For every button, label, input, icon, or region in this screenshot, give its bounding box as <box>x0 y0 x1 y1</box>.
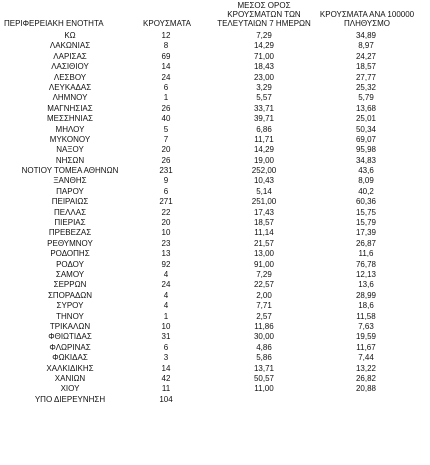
cell-avg7: 11,00 <box>254 384 274 394</box>
cell-avg7: 22,57 <box>253 280 275 290</box>
cell-per100k: 11,67 <box>356 342 376 352</box>
table-row <box>0 83 430 93</box>
cell-cases: 4 <box>163 269 169 279</box>
cell-per100k: 95,98 <box>355 145 377 155</box>
header-cases: ΚΡΟΥΣΜΑΤΑ <box>143 19 191 28</box>
cell-avg7: 18,43 <box>253 62 275 72</box>
cell-cases: 42 <box>161 373 171 383</box>
cell-per100k: 27,77 <box>355 72 377 82</box>
cell-avg7: 13,71 <box>253 363 275 373</box>
cell-avg7: 13,00 <box>253 249 275 259</box>
table-row <box>0 197 430 207</box>
cell-per100k: 18,6 <box>358 301 374 311</box>
cell-region: ΛΗΜΝΟΥ <box>52 93 88 103</box>
cell-avg7: 23,00 <box>253 72 275 82</box>
cell-per100k: 24,27 <box>355 51 377 61</box>
cell-cases: 104 <box>159 394 173 404</box>
table-row <box>0 239 430 249</box>
cell-region: ΠΙΕΡΙΑΣ <box>54 218 86 228</box>
cell-per100k: 13,6 <box>358 280 374 290</box>
cell-per100k: 26,87 <box>355 238 377 248</box>
cell-avg7: 252,00 <box>251 166 277 176</box>
cell-region: ΜΕΣΣΗΝΙΑΣ <box>47 114 93 124</box>
table-row <box>0 280 430 290</box>
header-per100k-line2: ΠΛΗΘΥΣΜΟ <box>343 19 391 28</box>
cell-cases: 6 <box>163 82 169 92</box>
cell-avg7: 14,29 <box>253 41 275 51</box>
table-row <box>0 343 430 353</box>
cell-per100k: 26,82 <box>355 373 377 383</box>
table-row <box>0 145 430 155</box>
table-row <box>0 312 430 322</box>
cell-region: ΜΗΛΟΥ <box>55 124 85 134</box>
cell-avg7: 4,86 <box>256 342 272 352</box>
table-row <box>0 249 430 259</box>
cell-cases: 12 <box>161 31 171 40</box>
cell-region: ΠΡΕΒΕΖΑΣ <box>48 228 92 238</box>
cell-per100k: 34,83 <box>355 155 377 165</box>
cell-avg7: 11,86 <box>254 321 274 331</box>
cell-per100k: 15,79 <box>355 218 377 228</box>
cell-region: ΠΑΡΟΥ <box>56 186 84 196</box>
cell-per100k: 11,58 <box>356 311 376 321</box>
table-row <box>0 395 430 405</box>
cell-region: ΞΑΝΘΗΣ <box>53 176 87 186</box>
table-row <box>0 322 430 332</box>
cell-avg7: 6,86 <box>256 124 272 134</box>
table-row <box>0 135 430 145</box>
cell-cases: 231 <box>159 166 173 176</box>
cell-cases: 20 <box>161 218 171 228</box>
cell-region: ΛΕΥΚΑΔΑΣ <box>48 82 92 92</box>
cell-avg7: 17,43 <box>253 207 275 217</box>
cell-per100k: 13,22 <box>355 363 377 373</box>
header-region: ΠΕΡΙΦΕΡΕΙΑΚΗ ΕΝΟΤΗΤΑ <box>4 19 104 28</box>
cell-region: ΧΙΟΥ <box>60 384 80 394</box>
cell-region: ΦΩΚΙΔΑΣ <box>52 353 88 363</box>
cell-region: ΣΥΡΟΥ <box>56 301 84 311</box>
cell-avg7: 18,57 <box>253 218 275 228</box>
cell-cases: 6 <box>163 186 169 196</box>
table-row <box>0 176 430 186</box>
cell-per100k: 13,68 <box>355 103 377 113</box>
cell-avg7: 11,14 <box>254 228 274 238</box>
cell-cases: 31 <box>161 332 171 342</box>
cell-avg7: 2,00 <box>256 290 272 300</box>
cell-cases: 92 <box>161 259 171 269</box>
cell-per100k: 7,63 <box>358 321 374 331</box>
cell-region: ΜΥΚΟΝΟΥ <box>49 134 91 144</box>
table-row <box>0 187 430 197</box>
table-row <box>0 166 430 176</box>
table-row <box>0 156 430 166</box>
cell-region: ΦΛΩΡΙΝΑΣ <box>49 342 91 352</box>
cell-per100k: 50,34 <box>355 124 377 134</box>
cell-per100k: 28,99 <box>355 290 377 300</box>
header-avg7-line2: ΚΡΟΥΣΜΑΤΩΝ ΤΩΝ <box>227 10 301 19</box>
cell-per100k: 8,97 <box>358 41 374 51</box>
cell-avg7: 33,71 <box>253 103 275 113</box>
cell-per100k: 69,07 <box>355 134 377 144</box>
cell-avg7: 7,71 <box>256 301 272 311</box>
cell-avg7: 7,29 <box>256 31 272 40</box>
table-row <box>0 291 430 301</box>
cell-region: ΣΠΟΡΑΔΩΝ <box>47 290 93 300</box>
cell-cases: 23 <box>161 238 171 248</box>
cell-region: ΥΠΟ ΔΙΕΡΕΥΝΗΣΗ <box>34 394 106 404</box>
cell-per100k: 60,36 <box>355 197 377 207</box>
cell-cases: 4 <box>163 290 169 300</box>
cell-per100k: 12,13 <box>355 269 377 279</box>
cell-cases: 14 <box>161 62 171 72</box>
header-avg7-line3: ΤΕΛΕΥΤΑΙΩΝ 7 ΗΜΕΡΩΝ <box>217 19 311 28</box>
cell-per100k: 11,6 <box>358 249 374 259</box>
header-avg7-line1: ΜΕΣΟΣ ΟΡΟΣ <box>237 1 291 10</box>
cell-cases: 14 <box>161 363 171 373</box>
cell-cases: 24 <box>161 280 171 290</box>
cell-avg7: 30,00 <box>253 332 275 342</box>
cell-region: ΜΑΓΝΗΣΙΑΣ <box>47 103 93 113</box>
table-row <box>0 332 430 342</box>
table-row <box>0 104 430 114</box>
cell-per100k: 76,78 <box>355 259 377 269</box>
cell-cases: 6 <box>163 342 169 352</box>
cell-region: ΚΩ <box>64 31 76 40</box>
cell-cases: 13 <box>161 249 171 259</box>
cell-per100k: 19,59 <box>355 332 377 342</box>
cell-cases: 9 <box>163 176 169 186</box>
cell-cases: 26 <box>161 155 171 165</box>
cell-avg7: 5,86 <box>256 353 272 363</box>
table-row <box>0 374 430 384</box>
cell-region: ΛΑΚΩΝΙΑΣ <box>49 41 91 51</box>
cell-avg7: 71,00 <box>253 51 275 61</box>
cell-cases: 3 <box>163 353 169 363</box>
table-row <box>0 353 430 363</box>
cell-cases: 5 <box>163 124 169 134</box>
table-row <box>0 364 430 374</box>
table-row <box>0 208 430 218</box>
cell-avg7: 5,14 <box>256 186 272 196</box>
cell-cases: 10 <box>161 321 171 331</box>
cell-per100k: 20,88 <box>355 384 377 394</box>
cell-per100k: 43,6 <box>358 166 374 176</box>
cell-per100k: 40,2 <box>358 186 374 196</box>
cell-avg7: 14,29 <box>253 145 275 155</box>
cell-avg7: 10,43 <box>253 176 275 186</box>
cell-avg7: 3,29 <box>256 82 272 92</box>
cell-region: ΡΕΘΥΜΝΟΥ <box>47 238 93 248</box>
cell-region: ΡΟΔΟΥ <box>56 259 84 269</box>
cell-avg7: 21,57 <box>253 238 275 248</box>
cell-cases: 1 <box>163 93 169 103</box>
header-per100k-line1: ΚΡΟΥΣΜΑΤΑ ΑΝΑ 100000 <box>319 10 415 19</box>
table-row <box>0 31 430 41</box>
table-row <box>0 114 430 124</box>
cell-avg7: 251,00 <box>251 197 277 207</box>
cell-region: ΝΟΤΙΟΥ ΤΟΜΕΑ ΑΘΗΝΩΝ <box>21 166 119 176</box>
cell-per100k: 34,89 <box>355 31 377 40</box>
cell-cases: 20 <box>161 145 171 155</box>
table-row <box>0 125 430 135</box>
cell-region: ΣΑΜΟΥ <box>55 269 85 279</box>
cell-region: ΛΑΡΙΣΑΣ <box>53 51 87 61</box>
cell-region: ΣΕΡΡΩΝ <box>53 280 87 290</box>
cell-cases: 4 <box>163 301 169 311</box>
table-row <box>0 62 430 72</box>
cell-avg7: 7,29 <box>256 269 272 279</box>
cell-avg7: 2,57 <box>256 311 272 321</box>
table-row <box>0 218 430 228</box>
table-row <box>0 384 430 394</box>
cell-region: ΧΑΝΙΩΝ <box>54 373 86 383</box>
table-row <box>0 41 430 51</box>
cell-region: ΝΑΞΟΥ <box>56 145 84 155</box>
cell-region: ΡΟΔΟΠΗΣ <box>50 249 90 259</box>
cell-region: ΧΑΛΚΙΔΙΚΗΣ <box>46 363 94 373</box>
cell-region: ΠΕΛΛΑΣ <box>53 207 87 217</box>
cell-cases: 40 <box>161 114 171 124</box>
table-row <box>0 270 430 280</box>
cell-per100k: 15,75 <box>355 207 377 217</box>
cell-cases: 8 <box>163 41 169 51</box>
cell-region: ΛΕΣΒΟΥ <box>53 72 87 82</box>
cell-cases: 22 <box>161 207 171 217</box>
cell-cases: 26 <box>161 103 171 113</box>
cell-cases: 271 <box>159 197 173 207</box>
cell-avg7: 5,57 <box>256 93 272 103</box>
cell-avg7: 11,71 <box>254 134 274 144</box>
table-row <box>0 73 430 83</box>
table-row <box>0 93 430 103</box>
cell-avg7: 50,57 <box>253 373 275 383</box>
cell-cases: 24 <box>161 72 171 82</box>
table-row <box>0 52 430 62</box>
cell-avg7: 91,00 <box>253 259 275 269</box>
cell-region: ΠΕΙΡΑΙΩΣ <box>51 197 89 207</box>
cell-avg7: 39,71 <box>253 114 275 124</box>
cell-per100k: 25,01 <box>355 114 377 124</box>
cell-per100k: 8,09 <box>358 176 374 186</box>
cell-cases: 10 <box>161 228 171 238</box>
cell-per100k: 18,57 <box>355 62 377 72</box>
cell-region: ΦΘΙΩΤΙΔΑΣ <box>48 332 92 342</box>
cell-avg7: 19,00 <box>253 155 275 165</box>
cell-cases: 7 <box>163 134 169 144</box>
table-row <box>0 260 430 270</box>
cell-cases: 69 <box>161 51 171 61</box>
cell-per100k: 25,32 <box>355 82 377 92</box>
table-body <box>0 31 430 405</box>
cell-region: ΤΡΙΚΑΛΩΝ <box>49 321 91 331</box>
cell-per100k: 17,39 <box>355 228 377 238</box>
table-row <box>0 301 430 311</box>
cell-region: ΤΗΝΟΥ <box>56 311 84 321</box>
cell-per100k: 5,79 <box>358 93 374 103</box>
cell-cases: 11 <box>161 384 171 394</box>
cell-region: ΝΗΣΩΝ <box>55 155 85 165</box>
cell-region: ΛΑΣΙΘΙΟΥ <box>51 62 89 72</box>
cell-per100k: 7,44 <box>358 353 374 363</box>
table-row <box>0 228 430 238</box>
cell-cases: 1 <box>163 311 169 321</box>
